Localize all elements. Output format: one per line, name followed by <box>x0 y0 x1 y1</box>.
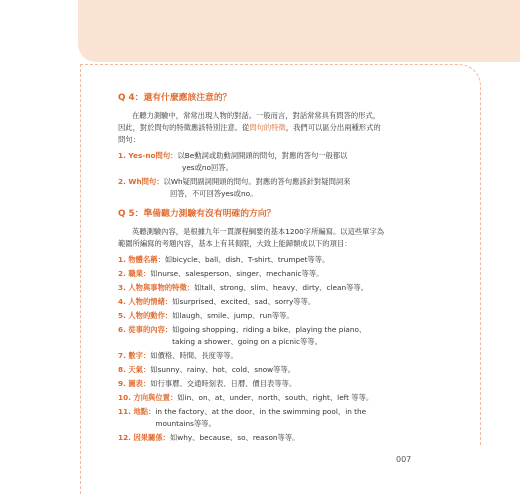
q4-title: Q 4：還有什麼應該注意的？ <box>118 93 232 103</box>
item-label: 11. 地點： <box>118 407 156 416</box>
list-item <box>118 432 386 444</box>
list-item <box>118 350 386 362</box>
q4-def-text: 以Be動詞或助動詞開頭的問句，對應的答句一般都以 <box>177 151 348 160</box>
item-text: 如tall、strong、slim、heavy、dirty、clean等等。 <box>194 283 368 292</box>
list-item <box>118 310 386 322</box>
item-text: in the factory、at the door、in the swimming pool、in the mountains等等。 <box>155 407 367 428</box>
q4-para-after: ，我們可以區分出兩種形式的問句： <box>118 123 381 144</box>
q4-paragraph <box>118 110 386 146</box>
item-label: 2. 職業： <box>118 269 151 278</box>
q5-title: Q 5：準備聽力測驗有沒有明確的方向？ <box>118 209 276 219</box>
list-item <box>118 268 386 280</box>
q4-def-label: 2. Wh問句： <box>118 177 164 186</box>
item-text: 如why、because、so、reason等等。 <box>169 433 300 442</box>
list-item <box>118 324 386 348</box>
q4-def-label: 1. Yes-no問句： <box>118 151 178 160</box>
page-number: 007 <box>396 455 412 464</box>
item-label: 6. 從事的內容： <box>118 325 173 334</box>
item-label: 8. 天氣： <box>118 365 151 374</box>
item-text: 如laugh、smile、jump、run等等。 <box>172 311 294 320</box>
item-label: 12. 因果關係： <box>118 433 170 442</box>
item-label: 10. 方向與位置： <box>118 393 178 402</box>
q4-def-wh <box>118 176 386 200</box>
item-text: 如sunny、rainy、hot、cold、snow等等。 <box>150 365 296 374</box>
item-text: 如going shopping、riding a bike、playing the piano、taking a shower、going on a picnic等等。 <box>172 325 367 346</box>
item-label: 4. 人物的情緒： <box>118 297 173 306</box>
list-item <box>118 254 386 266</box>
q4-def-text: 以Wh疑問副詞開頭的問句。對應的答句應該針對疑問詞來 <box>163 177 351 186</box>
list-item <box>118 282 386 294</box>
q5-paragraph: 英聽測驗內容，是根據九年一貫課程綱要的基本1200字所編寫。以這些單字為範圍所編寫的考題內容，基本上有其侷限，大致上能歸類成以下的項目： <box>118 227 385 248</box>
q4-para-before: 在聽力測驗中，常常出現人物的對話。一般而言，對話常常具有問答的形式，因此，對於問句的特徵應該特別注意。從 <box>118 111 381 132</box>
item-label: 7. 數字： <box>118 351 151 360</box>
list-item <box>118 392 386 404</box>
item-label: 5. 人物的動作： <box>118 311 173 320</box>
item-text: 如bicycle、ball、dish、T-shirt、trumpet等等。 <box>164 255 330 264</box>
top-header-band <box>78 0 520 62</box>
q5-list <box>118 254 386 444</box>
item-text: 如nurse、salesperson、singer、mechanic等等。 <box>150 269 324 278</box>
page-content <box>118 92 386 446</box>
item-text: 如surprised、excited、sad、sorry等等。 <box>172 297 316 306</box>
item-text: 如行事曆、交通時刻表、日曆、價目表等等。 <box>150 379 297 388</box>
item-label: 9. 圖表： <box>118 379 151 388</box>
q4-def-text-cont: 回答，不可回答yes或no。 <box>170 189 258 198</box>
q4-def-yesno <box>118 150 386 174</box>
list-item <box>118 378 386 390</box>
list-item <box>118 296 386 308</box>
item-text: 如in、on、at、under、north、south、right、left 等等。 <box>177 393 374 402</box>
list-item <box>118 364 386 376</box>
item-label: 3. 人物與事物的特徵： <box>118 283 195 292</box>
list-item <box>118 406 386 430</box>
item-label: 1. 物體名稱： <box>118 255 165 264</box>
item-text: 如價格、時間、長度等等。 <box>150 351 238 360</box>
dashed-border-left <box>80 64 81 494</box>
q4-def-text-cont: yes或no回答。 <box>182 163 233 172</box>
q4-para-highlight: 問句的特徵 <box>249 123 286 132</box>
